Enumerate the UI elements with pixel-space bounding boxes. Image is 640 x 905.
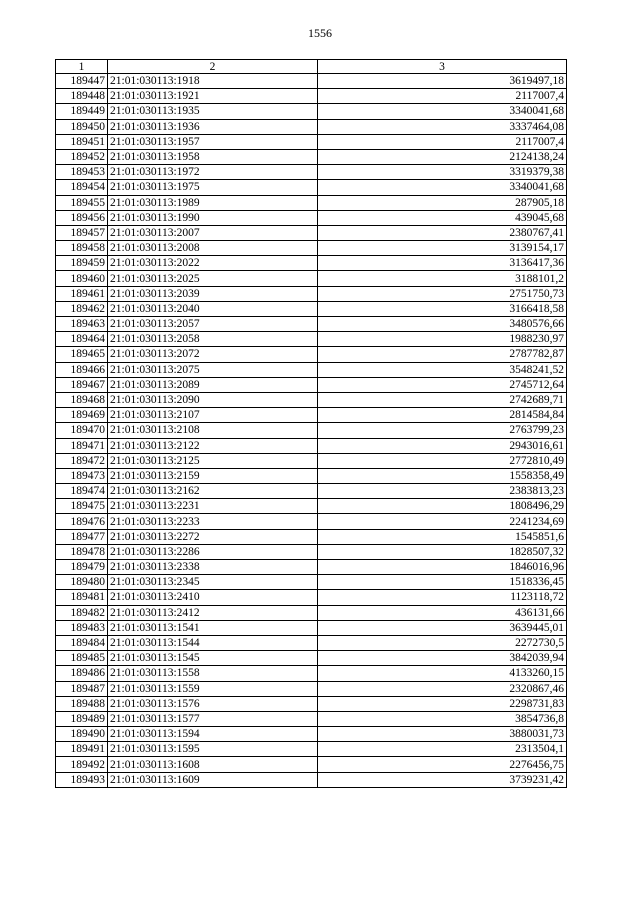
table-row <box>56 453 567 468</box>
row-number-cell: 189448 <box>56 89 108 104</box>
cadastral-number-cell: 21:01:030113:2412 <box>108 605 318 620</box>
cadastral-number-cell: 21:01:030113:1935 <box>108 104 318 119</box>
row-number-cell: 189480 <box>56 575 108 590</box>
row-number-cell: 189453 <box>56 165 108 180</box>
table-row <box>56 590 567 605</box>
cadastral-number-cell: 21:01:030113:2090 <box>108 392 318 407</box>
table-row <box>56 74 567 89</box>
value-cell: 1988230,97 <box>318 332 567 347</box>
cadastral-number-cell: 21:01:030113:2272 <box>108 529 318 544</box>
table-row <box>56 104 567 119</box>
cadastral-number-cell: 21:01:030113:2007 <box>108 225 318 240</box>
row-number-cell: 189486 <box>56 666 108 681</box>
cadastral-number-cell: 21:01:030113:2125 <box>108 453 318 468</box>
value-cell: 3340041,68 <box>318 180 567 195</box>
value-cell: 1846016,96 <box>318 560 567 575</box>
table-row <box>56 241 567 256</box>
table-row <box>56 696 567 711</box>
value-cell: 3619497,18 <box>318 74 567 89</box>
row-number-cell: 189455 <box>56 195 108 210</box>
row-number-cell: 189493 <box>56 772 108 787</box>
value-cell: 2751750,73 <box>318 286 567 301</box>
cadastral-number-cell: 21:01:030113:2410 <box>108 590 318 605</box>
table-row <box>56 772 567 787</box>
column-header-1: 1 <box>56 60 108 74</box>
table-row <box>56 149 567 164</box>
table-row <box>56 742 567 757</box>
row-number-cell: 189459 <box>56 256 108 271</box>
registry-table <box>55 59 567 788</box>
row-number-cell: 189481 <box>56 590 108 605</box>
value-cell: 3340041,68 <box>318 104 567 119</box>
value-cell: 2763799,23 <box>318 423 567 438</box>
cadastral-number-cell: 21:01:030113:1545 <box>108 651 318 666</box>
column-header-2: 2 <box>108 60 318 74</box>
row-number-cell: 189451 <box>56 134 108 149</box>
row-number-cell: 189474 <box>56 484 108 499</box>
row-number-cell: 189470 <box>56 423 108 438</box>
table-row <box>56 317 567 332</box>
value-cell: 4133260,15 <box>318 666 567 681</box>
cadastral-number-cell: 21:01:030113:2122 <box>108 438 318 453</box>
table-row <box>56 605 567 620</box>
value-cell: 2313504,1 <box>318 742 567 757</box>
value-cell: 3480576,66 <box>318 317 567 332</box>
cadastral-number-cell: 21:01:030113:1594 <box>108 727 318 742</box>
cadastral-number-cell: 21:01:030113:1921 <box>108 89 318 104</box>
row-number-cell: 189489 <box>56 711 108 726</box>
value-cell: 2320867,46 <box>318 681 567 696</box>
row-number-cell: 189461 <box>56 286 108 301</box>
value-cell: 2117007,4 <box>318 134 567 149</box>
row-number-cell: 189473 <box>56 468 108 483</box>
cadastral-number-cell: 21:01:030113:1957 <box>108 134 318 149</box>
value-cell: 2276456,75 <box>318 757 567 772</box>
value-cell: 2241234,69 <box>318 514 567 529</box>
cadastral-number-cell: 21:01:030113:2008 <box>108 241 318 256</box>
table-row <box>56 575 567 590</box>
value-cell: 1123118,72 <box>318 590 567 605</box>
row-number-cell: 189492 <box>56 757 108 772</box>
row-number-cell: 189490 <box>56 727 108 742</box>
value-cell: 3166418,58 <box>318 301 567 316</box>
table-row <box>56 408 567 423</box>
value-cell: 287905,18 <box>318 195 567 210</box>
row-number-cell: 189454 <box>56 180 108 195</box>
value-cell: 3136417,36 <box>318 256 567 271</box>
cadastral-number-cell: 21:01:030113:1975 <box>108 180 318 195</box>
row-number-cell: 189466 <box>56 362 108 377</box>
value-cell: 2380767,41 <box>318 225 567 240</box>
row-number-cell: 189477 <box>56 529 108 544</box>
value-cell: 2943016,61 <box>318 438 567 453</box>
cadastral-number-cell: 21:01:030113:1577 <box>108 711 318 726</box>
table-row <box>56 727 567 742</box>
cadastral-number-cell: 21:01:030113:1972 <box>108 165 318 180</box>
row-number-cell: 189472 <box>56 453 108 468</box>
value-cell: 3319379,38 <box>318 165 567 180</box>
cadastral-number-cell: 21:01:030113:2159 <box>108 468 318 483</box>
row-number-cell: 189479 <box>56 560 108 575</box>
row-number-cell: 189485 <box>56 651 108 666</box>
row-number-cell: 189475 <box>56 499 108 514</box>
cadastral-number-cell: 21:01:030113:2072 <box>108 347 318 362</box>
cadastral-number-cell: 21:01:030113:1990 <box>108 210 318 225</box>
value-cell: 3842039,94 <box>318 651 567 666</box>
table-row <box>56 620 567 635</box>
table-row <box>56 377 567 392</box>
table-row <box>56 180 567 195</box>
table-row <box>56 332 567 347</box>
table-row <box>56 711 567 726</box>
table-row <box>56 484 567 499</box>
table-row <box>56 286 567 301</box>
value-cell: 439045,68 <box>318 210 567 225</box>
table-row <box>56 499 567 514</box>
cadastral-number-cell: 21:01:030113:2107 <box>108 408 318 423</box>
table-row <box>56 210 567 225</box>
row-number-cell: 189468 <box>56 392 108 407</box>
value-cell: 1808496,29 <box>318 499 567 514</box>
row-number-cell: 189462 <box>56 301 108 316</box>
table-row <box>56 89 567 104</box>
table-row <box>56 529 567 544</box>
value-cell: 1518336,45 <box>318 575 567 590</box>
value-cell: 3337464,08 <box>318 119 567 134</box>
cadastral-number-cell: 21:01:030113:2162 <box>108 484 318 499</box>
row-number-cell: 189447 <box>56 74 108 89</box>
table-row <box>56 438 567 453</box>
value-cell: 2745712,64 <box>318 377 567 392</box>
cadastral-number-cell: 21:01:030113:1559 <box>108 681 318 696</box>
table-row <box>56 666 567 681</box>
registry-table-body <box>56 60 567 788</box>
value-cell: 2383813,23 <box>318 484 567 499</box>
cadastral-number-cell: 21:01:030113:1609 <box>108 772 318 787</box>
value-cell: 3188101,2 <box>318 271 567 286</box>
value-cell: 2814584,84 <box>318 408 567 423</box>
value-cell: 2272730,5 <box>318 635 567 650</box>
row-number-cell: 189488 <box>56 696 108 711</box>
table-row <box>56 271 567 286</box>
cadastral-number-cell: 21:01:030113:1595 <box>108 742 318 757</box>
row-number-cell: 189465 <box>56 347 108 362</box>
value-cell: 3548241,52 <box>318 362 567 377</box>
table-row <box>56 560 567 575</box>
row-number-cell: 189458 <box>56 241 108 256</box>
row-number-cell: 189482 <box>56 605 108 620</box>
table-row <box>56 256 567 271</box>
cadastral-number-cell: 21:01:030113:2338 <box>108 560 318 575</box>
row-number-cell: 189467 <box>56 377 108 392</box>
cadastral-number-cell: 21:01:030113:2022 <box>108 256 318 271</box>
table-header-row <box>56 60 567 74</box>
cadastral-number-cell: 21:01:030113:2040 <box>108 301 318 316</box>
table-row <box>56 468 567 483</box>
cadastral-number-cell: 21:01:030113:1936 <box>108 119 318 134</box>
cadastral-number-cell: 21:01:030113:1544 <box>108 635 318 650</box>
cadastral-number-cell: 21:01:030113:1576 <box>108 696 318 711</box>
value-cell: 2742689,71 <box>318 392 567 407</box>
row-number-cell: 189457 <box>56 225 108 240</box>
table-row <box>56 514 567 529</box>
table-row <box>56 757 567 772</box>
table-row <box>56 347 567 362</box>
cadastral-number-cell: 21:01:030113:2089 <box>108 377 318 392</box>
value-cell: 2124138,24 <box>318 149 567 164</box>
table-row <box>56 392 567 407</box>
row-number-cell: 189471 <box>56 438 108 453</box>
value-cell: 3880031,73 <box>318 727 567 742</box>
cadastral-number-cell: 21:01:030113:1918 <box>108 74 318 89</box>
row-number-cell: 189450 <box>56 119 108 134</box>
cadastral-number-cell: 21:01:030113:1558 <box>108 666 318 681</box>
value-cell: 1545851,6 <box>318 529 567 544</box>
cadastral-number-cell: 21:01:030113:1608 <box>108 757 318 772</box>
cadastral-number-cell: 21:01:030113:2231 <box>108 499 318 514</box>
value-cell: 436131,66 <box>318 605 567 620</box>
cadastral-number-cell: 21:01:030113:2057 <box>108 317 318 332</box>
value-cell: 2772810,49 <box>318 453 567 468</box>
value-cell: 2117007,4 <box>318 89 567 104</box>
page-number: 1556 <box>308 26 332 40</box>
row-number-cell: 189460 <box>56 271 108 286</box>
table-row <box>56 362 567 377</box>
table-row <box>56 651 567 666</box>
row-number-cell: 189476 <box>56 514 108 529</box>
row-number-cell: 189478 <box>56 544 108 559</box>
cadastral-number-cell: 21:01:030113:2075 <box>108 362 318 377</box>
value-cell: 3739231,42 <box>318 772 567 787</box>
row-number-cell: 189484 <box>56 635 108 650</box>
row-number-cell: 189463 <box>56 317 108 332</box>
table-row <box>56 544 567 559</box>
value-cell: 2298731,83 <box>318 696 567 711</box>
cadastral-number-cell: 21:01:030113:2286 <box>108 544 318 559</box>
table-row <box>56 635 567 650</box>
cadastral-number-cell: 21:01:030113:2108 <box>108 423 318 438</box>
table-row <box>56 119 567 134</box>
cadastral-number-cell: 21:01:030113:1541 <box>108 620 318 635</box>
row-number-cell: 189469 <box>56 408 108 423</box>
row-number-cell: 189491 <box>56 742 108 757</box>
table-row <box>56 165 567 180</box>
cadastral-number-cell: 21:01:030113:2039 <box>108 286 318 301</box>
table-row <box>56 681 567 696</box>
value-cell: 3639445,01 <box>318 620 567 635</box>
value-cell: 1558358,49 <box>318 468 567 483</box>
table-row <box>56 134 567 149</box>
value-cell: 3854736,8 <box>318 711 567 726</box>
cadastral-number-cell: 21:01:030113:1958 <box>108 149 318 164</box>
table-row <box>56 423 567 438</box>
cadastral-number-cell: 21:01:030113:2058 <box>108 332 318 347</box>
value-cell: 3139154,17 <box>318 241 567 256</box>
cadastral-number-cell: 21:01:030113:2025 <box>108 271 318 286</box>
value-cell: 2787782,87 <box>318 347 567 362</box>
row-number-cell: 189464 <box>56 332 108 347</box>
cadastral-number-cell: 21:01:030113:2233 <box>108 514 318 529</box>
cadastral-number-cell: 21:01:030113:1989 <box>108 195 318 210</box>
table-row <box>56 195 567 210</box>
row-number-cell: 189456 <box>56 210 108 225</box>
row-number-cell: 189487 <box>56 681 108 696</box>
cadastral-number-cell: 21:01:030113:2345 <box>108 575 318 590</box>
column-header-3: 3 <box>318 60 567 74</box>
row-number-cell: 189452 <box>56 149 108 164</box>
table-row <box>56 301 567 316</box>
row-number-cell: 189449 <box>56 104 108 119</box>
table-row <box>56 225 567 240</box>
row-number-cell: 189483 <box>56 620 108 635</box>
value-cell: 1828507,32 <box>318 544 567 559</box>
